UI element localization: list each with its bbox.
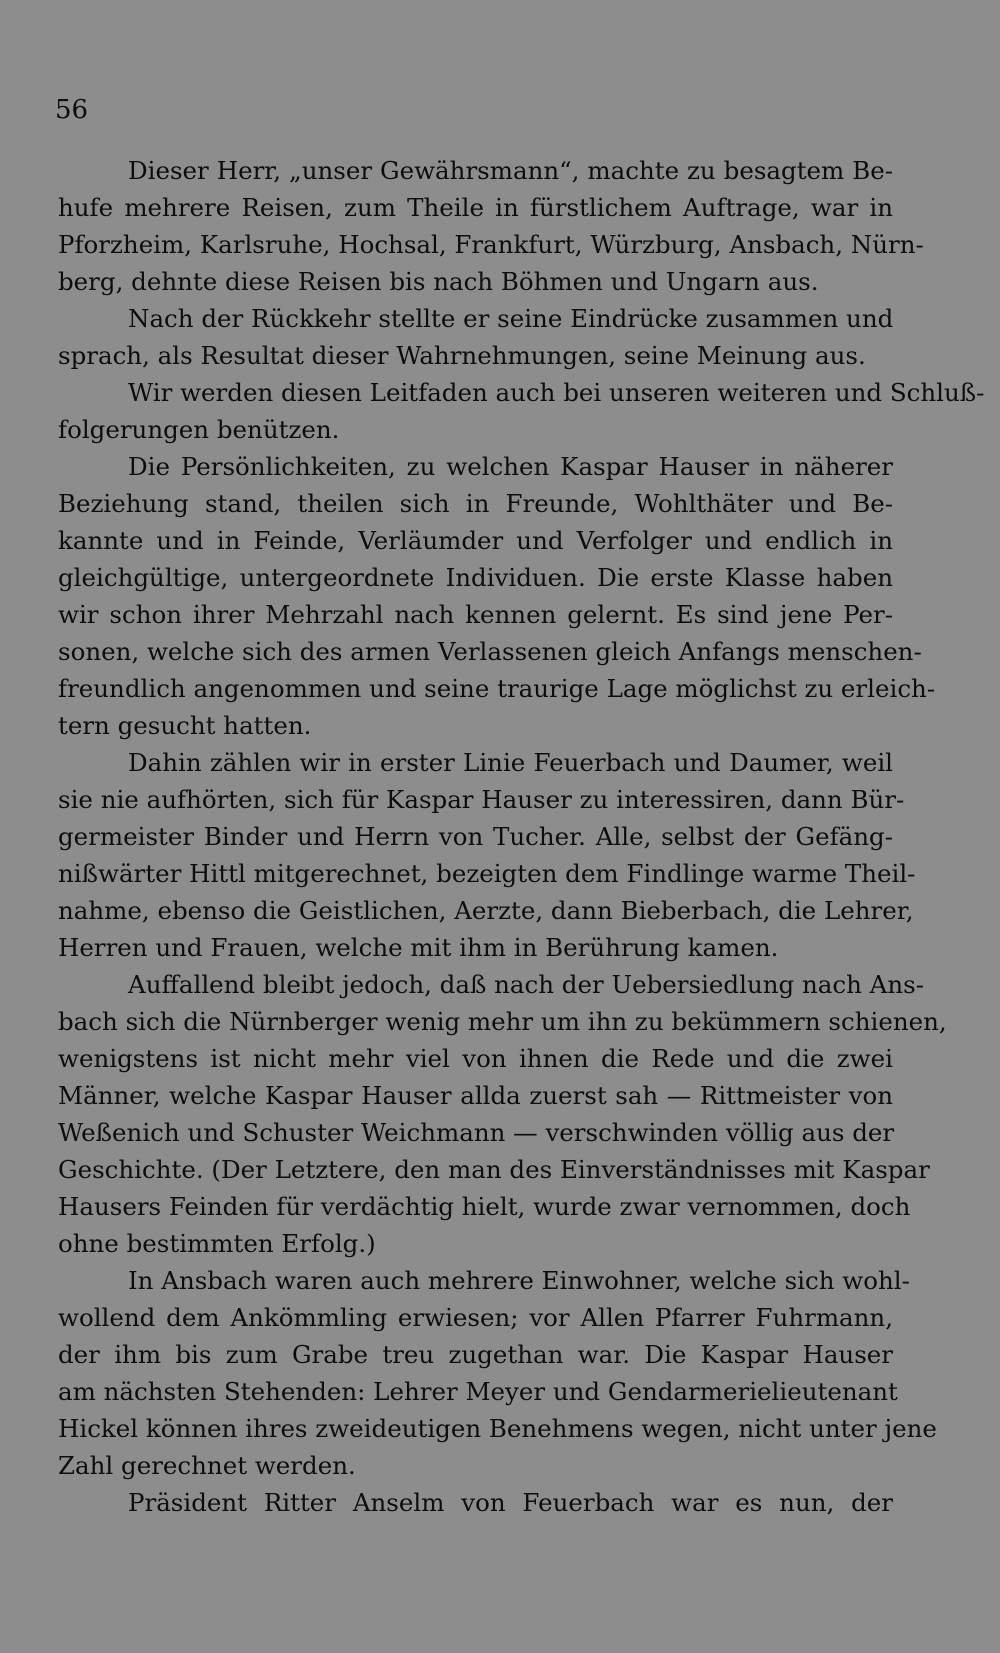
- text-line: wir schon ihrer Mehrzahl nach kennen gelernt. Es sind jene Per-: [58, 600, 893, 629]
- text-line: tern gesucht hatten.: [58, 711, 312, 740]
- text-line: Präsident Ritter Anselm von Feuerbach war es nun, der: [128, 1488, 893, 1517]
- text-line: Dieser Herr, „unser Gewährsmann“, machte zu besagtem Be-: [128, 156, 893, 185]
- text-line: Weßenich und Schuster Weichmann — verschwinden völlig aus der: [58, 1118, 895, 1147]
- text-line: freundlich angenommen und seine traurige Lage möglichst zu erleich-: [58, 674, 936, 703]
- text-line: am nächsten Stehenden: Lehrer Meyer und Gendarmerielieutenant: [58, 1377, 898, 1406]
- text-line: Die Persönlichkeiten, zu welchen Kaspar Hauser in näherer: [128, 452, 893, 481]
- text-line: wollend dem Ankömmling erwiesen; vor Allen Pfarrer Fuhrmann,: [58, 1303, 893, 1332]
- body-text: [58, 152, 985, 1521]
- text-line: Dahin zählen wir in erster Linie Feuerbach und Daumer, weil: [128, 748, 893, 777]
- text-line: Wir werden diesen Leitfaden auch bei unseren weiteren und Schluß-: [128, 378, 985, 407]
- text-line: folgerungen benützen.: [58, 415, 340, 444]
- text-line: Hickel können ihres zweideutigen Benehmens wegen, nicht unter jene: [58, 1414, 937, 1443]
- text-line: sie nie aufhörten, sich für Kaspar Hauser zu interessiren, dann Bür-: [58, 785, 905, 814]
- text-line: nahme, ebenso die Geistlichen, Aerzte, dann Bieberbach, die Lehrer,: [58, 896, 914, 925]
- text-line: bach sich die Nürnberger wenig mehr um ihn zu bekümmern schienen,: [58, 1007, 947, 1036]
- text-line: sonen, welche sich des armen Verlassenen gleich Anfangs menschen-: [58, 637, 922, 666]
- text-line: gleichgültige, untergeordnete Individuen. Die erste Klasse haben: [58, 563, 893, 592]
- text-line: hufe mehrere Reisen, zum Theile in fürstlichem Auftrage, war in: [58, 193, 893, 222]
- text-line: Pforzheim, Karlsruhe, Hochsal, Frankfurt, Würzburg, Ansbach, Nürn-: [58, 230, 924, 259]
- page-number: 56: [55, 95, 89, 125]
- text-line: Beziehung stand, theilen sich in Freunde, Wohlthäter und Be-: [58, 489, 893, 518]
- text-line: sprach, als Resultat dieser Wahrnehmungen, seine Meinung aus.: [58, 341, 866, 370]
- text-line: ohne bestimmten Erfolg.): [58, 1229, 376, 1258]
- text-line: Auffallend bleibt jedoch, daß nach der Uebersiedlung nach Ans-: [128, 970, 924, 999]
- text-line: nißwärter Hittl mitgerechnet, bezeigten dem Findlinge warme Theil-: [58, 859, 916, 888]
- text-line: Nach der Rückkehr stellte er seine Eindrücke zusammen und: [128, 304, 894, 333]
- text-line: Geschichte. (Der Letztere, den man des Einverständnisses mit Kaspar: [58, 1155, 930, 1184]
- text-line: Herren und Frauen, welche mit ihm in Berührung kamen.: [58, 933, 779, 962]
- text-line: In Ansbach waren auch mehrere Einwohner, welche sich wohl-: [128, 1266, 910, 1295]
- text-line: Zahl gerechnet werden.: [58, 1451, 356, 1480]
- text-line: germeister Binder und Herrn von Tucher. Alle, selbst der Gefäng-: [58, 822, 893, 851]
- text-line: Hausers Feinden für verdächtig hielt, wurde zwar vernommen, doch: [58, 1192, 911, 1221]
- text-line: wenigstens ist nicht mehr viel von ihnen die Rede und die zwei: [58, 1044, 893, 1073]
- text-line: kannte und in Feinde, Verläumder und Verfolger und endlich in: [58, 526, 893, 555]
- text-line: Männer, welche Kaspar Hauser allda zuerst sah — Rittmeister von: [58, 1081, 893, 1110]
- text-line: berg, dehnte diese Reisen bis nach Böhmen und Ungarn aus.: [58, 267, 819, 296]
- text-line: der ihm bis zum Grabe treu zugethan war. Die Kaspar Hauser: [58, 1340, 893, 1369]
